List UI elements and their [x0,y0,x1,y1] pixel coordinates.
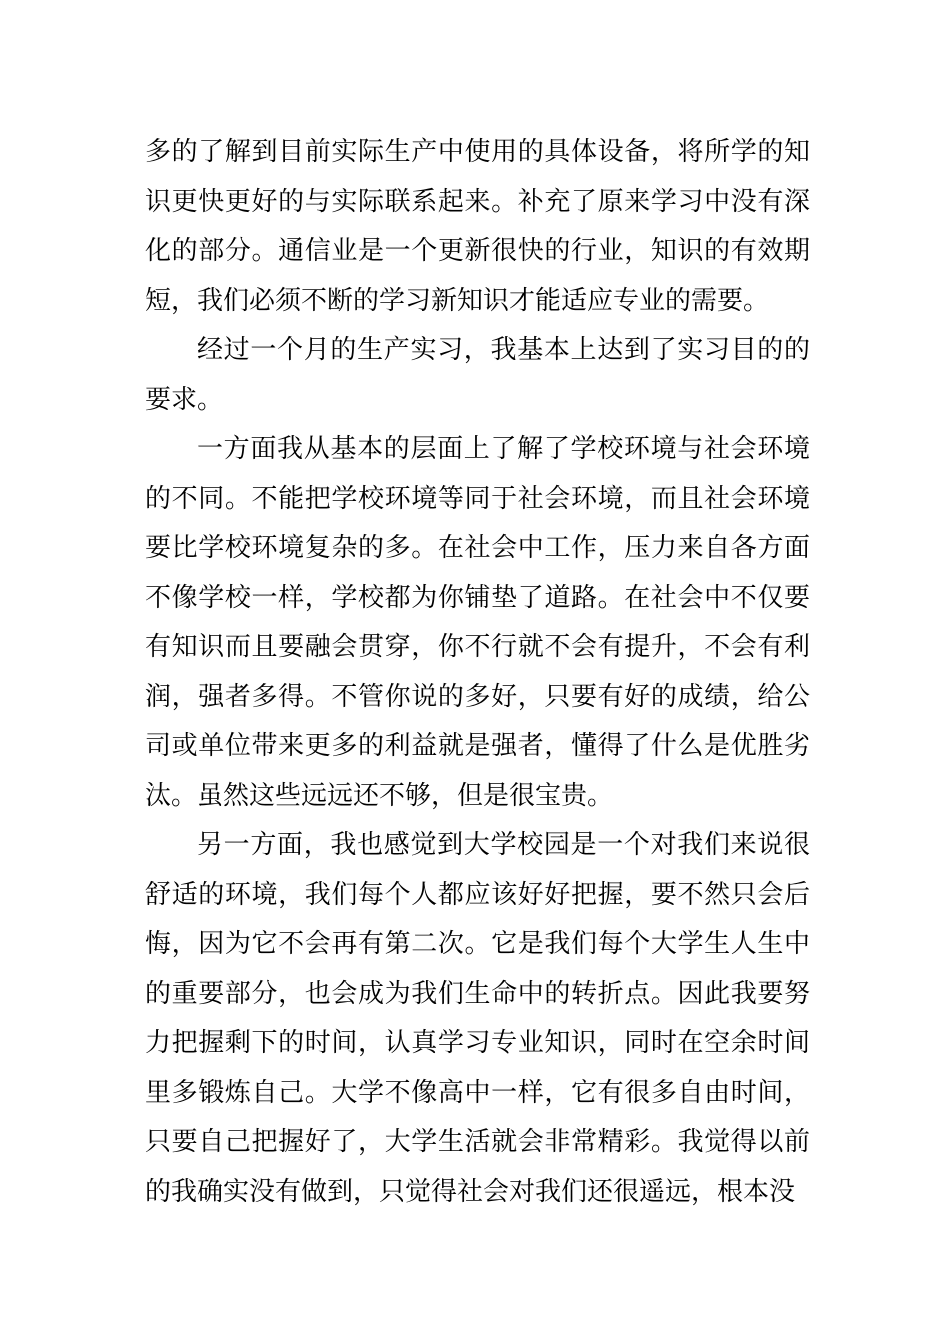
paragraph-4: 另一方面，我也感觉到大学校园是一个对我们来说很舒适的环境，我们每个人都应该好好把握，要不然只会后悔，因为它不会再有第二次。它是我们每个大学生人生中的重要部分，也会成为我们生命中的转折点。因此我要努力把握剩下的时间，认真学习专业知识，同时在空余时间里多锻炼自己。大学不像高中一样，它有很多自由时间，只要自己把握好了，大学生活就会非常精彩。我觉得以前的我确实没有做到，只觉得社会对我们还很遥远，根本没 [145,830,810,1207]
paragraph-2: 经过一个月的生产实习，我基本上达到了实习目的的要求。 [145,335,810,415]
document-body [145,128,810,1217]
paragraph-3: 一方面我从基本的层面上了解了学校环境与社会环境的不同。不能把学校环境等同于社会环境，而且社会环境要比学校环境复杂的多。在社会中工作，压力来自各方面不像学校一样，学校都为你铺垫了道路。在社会中不仅要有知识而且要融会贯穿，你不行就不会有提升，不会有利润，强者多得。不管你说的多好，只要有好的成绩，给公司或单位带来更多的利益就是强者，懂得了什么是优胜劣汰。虽然这些远远还不够，但是很宝贵。 [145,434,810,811]
paragraph-1: 多的了解到目前实际生产中使用的具体设备，将所学的知识更快更好的与实际联系起来。补充了原来学习中没有深化的部分。通信业是一个更新很快的行业，知识的有效期短，我们必须不断的学习新知识才能适应专业的需要。 [145,137,810,316]
